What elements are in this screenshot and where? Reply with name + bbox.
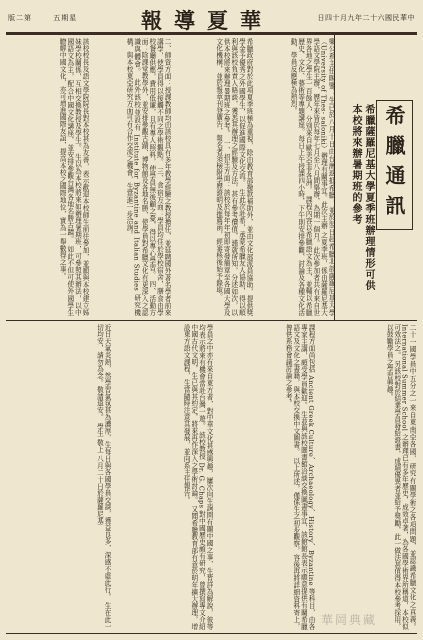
- column-text: 學生 敬上 八月二十日於薩羅尼基: [95, 423, 104, 525]
- masthead-left: [8, 13, 95, 23]
- column-text: 課程方面尚包括 Ancient Greek Culture、Archaeology、History、Byzantine 等科目，由各專家主講，頗受學員歡迎。: [299, 324, 315, 630]
- column-text: 課程內容以希臘語文為主，並輔以希臘歷史、文化、藝術等專題講座。每日上午授課四小時，下午則安排參觀、討論及各種文化活動，學員反應極為熱烈。: [289, 38, 313, 316]
- column-text: 學員之中亦有來自東方者，對中華文化甚感興趣，屢次向生詢問有關中國之事，生皆詳為解說，彼等均表示將來有機會當赴台灣一遊。: [197, 324, 213, 630]
- column-text: 生此次赴希，承蒙希臘友人協助，得以順利與該校負責人晤談，獲悉其辦理之經驗及方法，甚有參考價值，謹就所知，分述如次，以供本校將來辦理暑期班之參考。: [222, 38, 246, 316]
- upper-columns-mid-left: [90, 38, 170, 316]
- archive-watermark: 華岡典藏: [320, 613, 377, 627]
- column-text: 生以為本校將來如辦理暑期班，可參照其辦法，以中國語文為主，配合中國文化講座，並安排參觀台灣各地名勝古蹟。: [65, 38, 82, 316]
- column-text: 之夏季班，係由薩羅尼基大學語文學院主辦，歷年來皆於每年七月至八月間舉辦，為期一個月。此次參加者共有來自世界各地之學生一百餘人，分別來自歐美亞非各洲。: [304, 38, 328, 316]
- column-text: 生並與該校圖書館洽談交換圖書事宜，該館館長表示願意提供有關希臘語文及文化之書籍，與本校交換中文圖書。: [291, 324, 308, 630]
- newspaper-page: [6, 4, 417, 634]
- weekday: 五期星: [53, 14, 78, 22]
- column-text: 希臘政府對於此項夏季班極為重視，除由教育部撥款補助外，並由文化部派員協助，提供獎學金予優秀之外國學生，以促進國際文化交流。: [237, 38, 253, 316]
- column-text: 二、師資方面：授課教師均由該校具有多年教學經驗之教授擔任，並延聘國外著名學者前來講學，使學員得以接觸不同之學術觀點。: [155, 38, 171, 316]
- column-text: 又聞希臘教育部有意於明年擴大辦理，增設東方語文課程，生當隨時注意其發展，並向系主任報告。: [182, 324, 198, 631]
- lower-columns-right: [316, 324, 415, 630]
- column-text: 生在此一切均安，請勿為念。敬請道安。: [95, 324, 111, 631]
- column-text: 另該校對於結業學員發給證書，成績優異者並給予獎勵，此一做法甚值得本校參考採用，以鼓勵學員之學習興趣。: [385, 324, 401, 631]
- lower-columns-left: [8, 324, 110, 630]
- masthead: [6, 4, 417, 34]
- column-text: 該校校長及語文學院院長對本校甚為友善，表示歡迎本校師生前往參加，並願與本校建立姊妹學校關係，互相交換教授及學生。: [73, 38, 89, 316]
- column-text: 如此不但可使外國學生瞭解中國文化，亦可增進國際友誼，提高本校之國際地位，實為一舉數得之事。: [58, 38, 74, 316]
- column-text: 三、食宿方面：學員均住於學校宿舍，膳食由學校餐廳供應，費用低廉，且有專人照料，使學員無後顧之憂，得以專心學習。: [147, 38, 164, 316]
- paper-name: 報導夏華: [141, 8, 273, 33]
- column-text: 樂公系主任賜鑒：生已於八月十日由台灣返抵希臘，並於翌日赴希臘北部薩羅尼基大學（University of Thes- saloniki）辦理有關事宜。此次主辦: [319, 38, 335, 316]
- article-subtitle: 希臘薩羅尼基大學夏季班辦理情形可供本校將來辦暑期班的參考: [350, 104, 374, 291]
- column-text: International Summer School 之辦理已有多年歷史，成效卓著，為各國學術界所稱道，本校似可效法之。: [392, 324, 409, 630]
- upper-columns-right: [254, 38, 334, 316]
- middle-rule: [6, 320, 417, 321]
- page-number: 版二第: [8, 14, 32, 22]
- upper-columns-left: [8, 38, 88, 316]
- issue-date: 日四十月九年二十六國民華中: [317, 14, 415, 22]
- top-rule: [6, 34, 417, 35]
- bottom-rule: [6, 633, 417, 634]
- column-text: 一、招生方面：該校於每年年初即寄發簡章至各國大學及文化機構，並於報章刊登廣告，報名者須檢附學歷證明及推薦函，經審核後始予錄取。: [214, 38, 231, 316]
- column-text: 四、活動方面：除課堂教學外，並安排參觀古蹟、博物館及各地名勝，使學員對希臘文化有更深入之認識與體會。: [132, 38, 156, 316]
- column-text: 二十一國學員中五分之一來自東南亞各國，研究有關學術之各項問題，並認識希臘文化之真義。: [408, 324, 416, 630]
- upper-columns-mid-right: [172, 38, 252, 316]
- column-text: 此外該校並設有 Institute for Byzantine and Italian Studies 研究機構，與本校東亞研究方面可有合作交流之機會，生當進一步洽詢。: [125, 38, 141, 316]
- article-title: 希臘通訊: [376, 100, 413, 230]
- lower-columns-mid-left: [112, 324, 212, 630]
- column-text: 以上所述，僅係生之初步觀察，容後再將詳細資料寄上，俾供系務會議討論之參考。: [284, 324, 300, 631]
- column-text: 近日天氣炎熱，然學習氣氛甚為濃厚，生每日與各國學員交談，獲益良多，深感不虛此行。: [103, 324, 111, 600]
- lower-columns-mid-right: [214, 324, 314, 630]
- column-text: 該校教授 Dr. G. Chaps 對中國歷史頗有研究，曾撰寫專文介紹中國古代文明，生已與其約定，將來再作深入之學術討論。: [189, 324, 206, 631]
